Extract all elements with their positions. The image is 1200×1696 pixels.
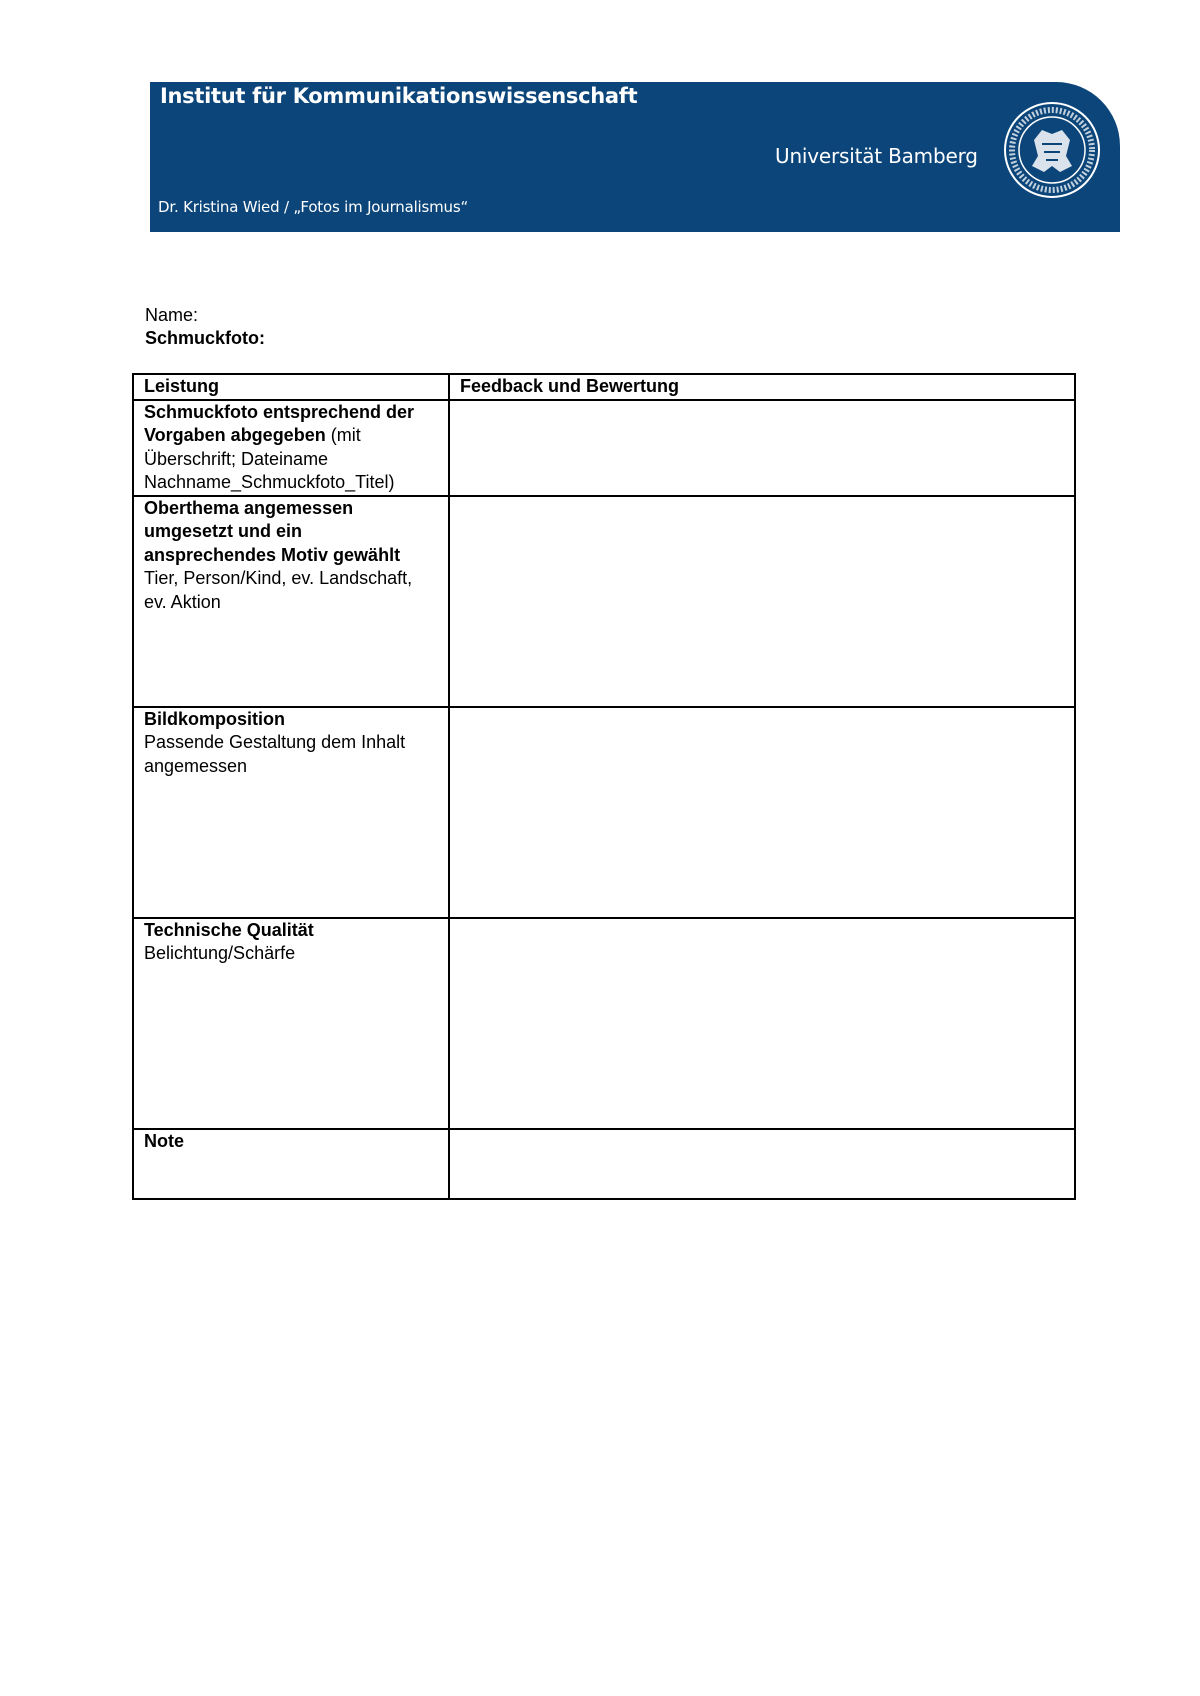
- university-name: Universität Bamberg: [775, 144, 978, 168]
- course-line: Dr. Kristina Wied / „Fotos im Journalismus“: [158, 198, 469, 216]
- criterion-title: Schmuckfoto entsprechend der Vorgaben abgegeben: [144, 401, 415, 445]
- evaluation-table: [132, 373, 1076, 1200]
- criterion-description: Passende Gestaltung dem Inhalt angemessen: [144, 732, 406, 776]
- criterion-description: Tier, Person/Kind, ev. Landschaft, ev. Aktion: [144, 568, 413, 612]
- table-row: [133, 918, 1075, 1129]
- criterion-cell: [133, 1129, 449, 1199]
- feedback-cell[interactable]: [449, 918, 1075, 1129]
- university-seal-icon: [1002, 100, 1102, 200]
- feedback-cell[interactable]: [449, 400, 1075, 496]
- name-label: Name:: [145, 305, 199, 325]
- photo-label: Schmuckfoto:: [145, 328, 266, 348]
- table-row: [133, 400, 1075, 496]
- column-header-leistung: Leistung: [133, 374, 449, 400]
- criterion-description: Belichtung/Schärfe: [144, 943, 296, 963]
- criterion-cell: [133, 918, 449, 1129]
- feedback-cell[interactable]: [449, 707, 1075, 918]
- criterion-title: Oberthema angemessen umgesetzt und ein ansprechendes Motiv gewählt: [144, 497, 401, 565]
- table-row: [133, 496, 1075, 707]
- criterion-cell: [133, 707, 449, 918]
- column-header-feedback: Feedback und Bewertung: [449, 374, 1075, 400]
- feedback-cell[interactable]: [449, 496, 1075, 707]
- institute-title: Institut für Kommunikationswissenschaft: [160, 84, 638, 108]
- table-header-row: [133, 374, 1075, 400]
- criterion-description: (mit Überschrift; Dateiname Nachname_Schmuckfoto_Titel): [144, 425, 395, 492]
- criterion-cell: [133, 496, 449, 707]
- criterion-title: Technische Qualität: [144, 919, 314, 940]
- criterion-cell: [133, 400, 449, 496]
- criterion-title: Note: [144, 1130, 184, 1151]
- criterion-title: Bildkomposition: [144, 708, 285, 729]
- table-row: [133, 1129, 1075, 1199]
- header-banner: [150, 82, 1120, 232]
- grade-cell[interactable]: [449, 1129, 1075, 1199]
- table-row: [133, 707, 1075, 918]
